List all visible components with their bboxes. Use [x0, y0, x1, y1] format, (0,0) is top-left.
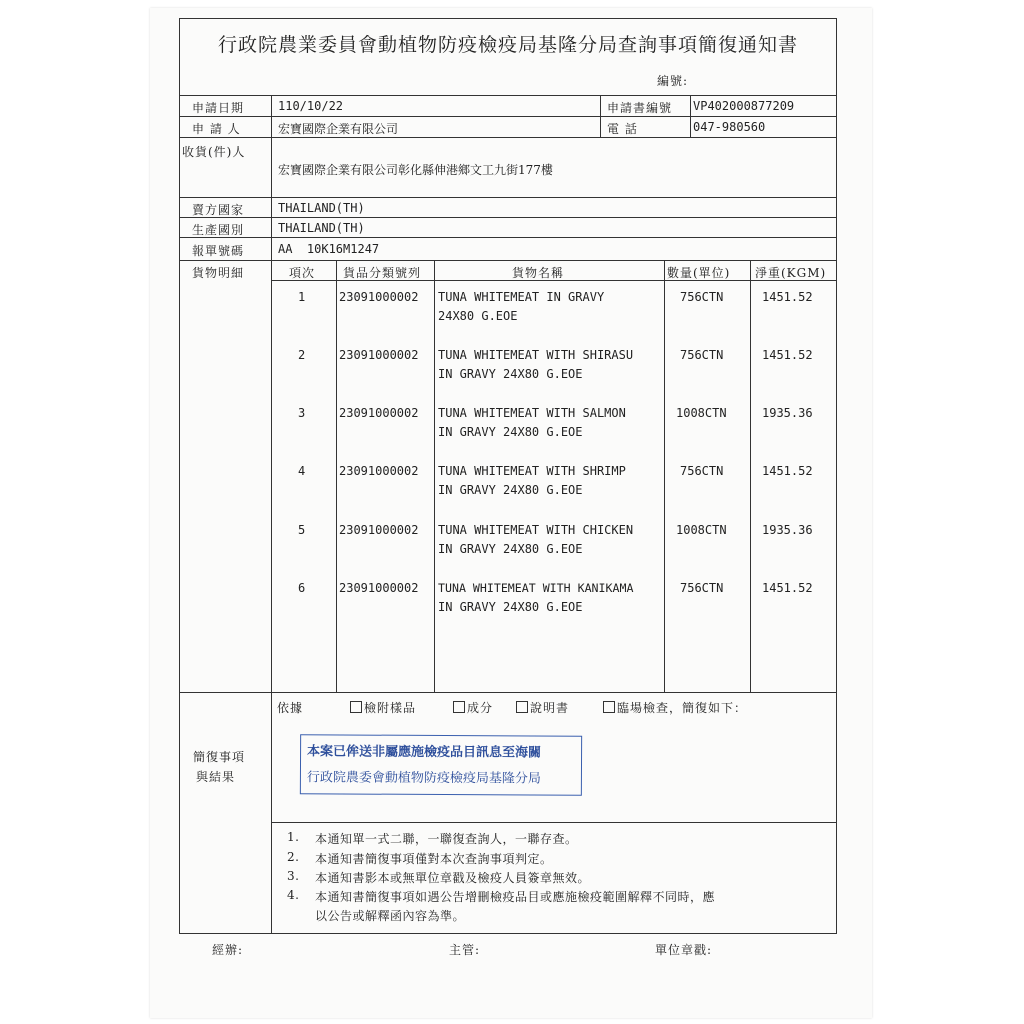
note-text: 本通知書簡復事項僅對本次查詢事項判定。	[315, 852, 553, 866]
reply-label-line2: 與結果	[196, 770, 236, 784]
note-number: 3.	[287, 869, 300, 883]
serial-label: 編號:	[657, 74, 689, 88]
note-number: 2.	[287, 850, 300, 864]
document-title: 行政院農業委員會動植物防疫檢疫局基隆分局查詢事項簡復通知書	[217, 34, 798, 56]
note-text: 本通知單一式二聯，一聯復查詢人，一聯存查。	[315, 832, 578, 846]
row-net-weight: 1451.52	[762, 581, 813, 595]
seller-country-value: THAILAND(TH)	[278, 201, 365, 215]
row-net-weight: 1451.52	[762, 348, 813, 362]
row-quantity: 1008CTN	[676, 523, 727, 537]
row-hs-code: 23091000002	[339, 464, 419, 478]
checkbox-sample: 檢附樣品	[350, 699, 416, 716]
basis-label: 依據	[277, 701, 304, 715]
row-goods-name-line2: IN GRAVY 24X80 G.EOE	[438, 600, 583, 614]
row-net-weight: 1935.36	[762, 523, 813, 537]
row-hs-code: 23091000002	[339, 581, 419, 595]
checkbox-ingredients: 成分	[453, 699, 493, 716]
row-goods-name-line2: IN GRAVY 24X80 G.EOE	[438, 425, 583, 439]
applicant-label: 申 請 人	[192, 122, 241, 136]
row-no: 1	[298, 290, 306, 304]
consignee-label: 收貨(件)人	[182, 145, 246, 159]
apply-date-label: 申請日期	[192, 101, 245, 115]
row-no: 2	[298, 348, 306, 362]
apply-date-value: 110/10/22	[278, 99, 344, 113]
checkbox-icon	[516, 701, 528, 713]
row-hs-code: 23091000002	[339, 290, 419, 304]
row-goods-name-line2: IN GRAVY 24X80 G.EOE	[438, 542, 583, 556]
phone-label: 電 話	[607, 122, 638, 136]
row-net-weight: 1451.52	[762, 290, 813, 304]
row-goods-name-line1: TUNA WHITEMEAT IN GRAVY	[438, 290, 605, 304]
row-net-weight: 1451.52	[762, 464, 813, 478]
origin-country-label: 生產國別	[192, 223, 245, 237]
row-goods-name-line2: IN GRAVY 24X80 G.EOE	[438, 367, 583, 381]
note-number: 4.	[287, 888, 300, 902]
declaration-number-value: AA 10K16M1247	[278, 242, 380, 256]
row-goods-name-line1: TUNA WHITEMEAT WITH SHRIMP	[438, 464, 626, 478]
goods-detail-label: 貨物明細	[192, 266, 245, 280]
checkbox-onsite-inspection: 臨場檢查，簡復如下：	[603, 699, 747, 716]
stamp-line1: 本案已侔送非屬應施檢疫品目訊息至海關	[307, 744, 542, 761]
header-net-weight: 淨重(KGM)	[755, 266, 827, 280]
row-no: 4	[298, 464, 306, 478]
blue-stamp	[300, 734, 582, 795]
row-no: 6	[298, 581, 306, 595]
row-quantity: 756CTN	[680, 348, 724, 362]
seller-country-label: 賣方國家	[192, 203, 245, 217]
checkbox-icon	[453, 701, 465, 713]
row-no: 5	[298, 523, 306, 537]
header-goods-name: 貨物名稱	[512, 266, 565, 280]
row-goods-name-line2: 24X80 G.EOE	[438, 309, 518, 323]
row-no: 3	[298, 406, 306, 420]
row-goods-name-line1: TUNA WHITEMEAT WITH CHICKEN	[438, 523, 634, 537]
header-quantity: 數量(單位)	[667, 266, 731, 280]
row-hs-code: 23091000002	[339, 523, 419, 537]
phone-value: 047-980560	[693, 120, 766, 134]
row-quantity: 756CTN	[680, 581, 724, 595]
checkbox-icon	[350, 701, 362, 713]
note-text: 本通知書簡復事項如遇公告增刪檢疫品目或應施檢疫範圍解釋不同時，應	[315, 890, 716, 904]
handler-label: 經辦:	[212, 943, 244, 957]
stamp-line2: 行政院農委會動植物防疫檢疫局基隆分局	[306, 770, 541, 787]
row-quantity: 756CTN	[680, 464, 724, 478]
row-quantity: 756CTN	[680, 290, 724, 304]
row-hs-code: 23091000002	[339, 348, 419, 362]
checkbox-icon	[603, 701, 615, 713]
row-hs-code: 23091000002	[339, 406, 419, 420]
note-number: 1.	[287, 830, 300, 844]
note-text: 以公告或解釋函內容為準。	[315, 909, 466, 923]
application-number-label: 申請書編號	[607, 101, 673, 115]
reply-label-line1: 簡復事項	[193, 750, 246, 764]
consignee-value: 宏寶國際企業有限公司彰化縣伸港鄉文工九街177樓	[278, 163, 553, 177]
row-goods-name-line1: TUNA WHITEMEAT WITH KANIKAMA	[438, 581, 634, 595]
header-hs-code: 貨品分類號列	[343, 266, 422, 280]
origin-country-value: THAILAND(TH)	[278, 221, 365, 235]
checkbox-manual: 說明書	[516, 699, 569, 716]
application-number-value: VP402000877209	[693, 99, 795, 113]
row-net-weight: 1935.36	[762, 406, 813, 420]
unit-seal-label: 單位章戳:	[655, 943, 713, 957]
row-goods-name-line2: IN GRAVY 24X80 G.EOE	[438, 483, 583, 497]
row-goods-name-line1: TUNA WHITEMEAT WITH SALMON	[438, 406, 626, 420]
note-text: 本通知書影本或無單位章戳及檢疫人員簽章無效。	[315, 871, 591, 885]
supervisor-label: 主管:	[449, 943, 481, 957]
applicant-value: 宏寶國際企業有限公司	[278, 122, 399, 136]
header-item-no: 項次	[289, 266, 316, 280]
declaration-number-label: 報單號碼	[192, 244, 245, 258]
row-goods-name-line1: TUNA WHITEMEAT WITH SHIRASU	[438, 348, 634, 362]
row-quantity: 1008CTN	[676, 406, 727, 420]
